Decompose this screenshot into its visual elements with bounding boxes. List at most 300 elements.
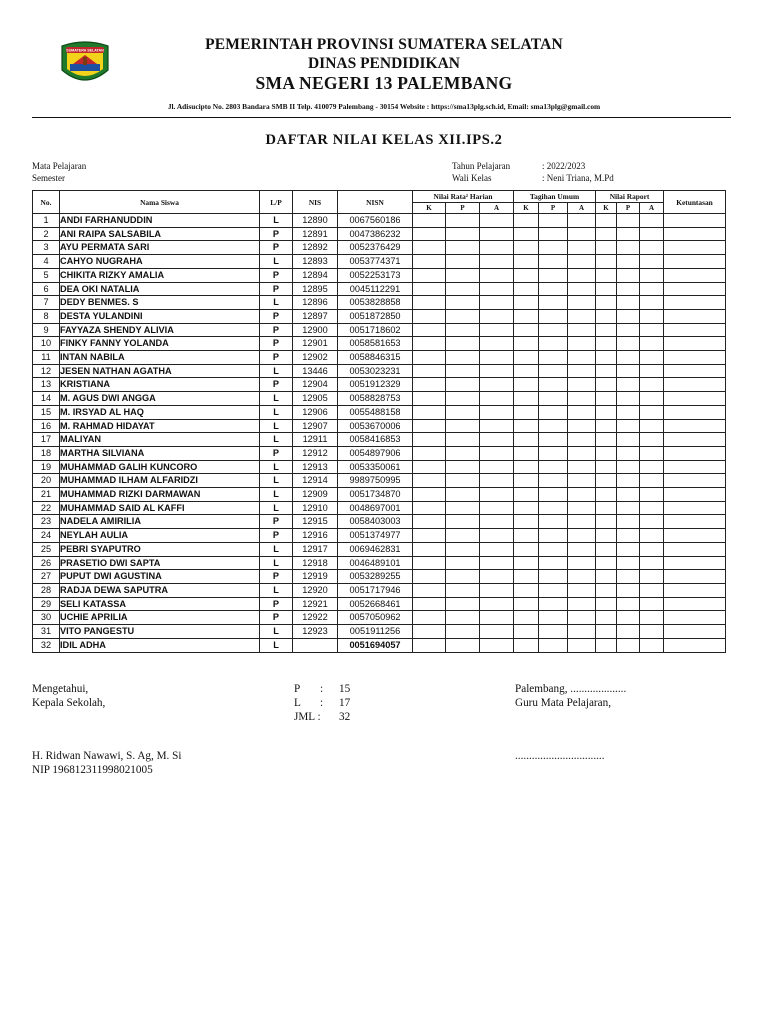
grade-cell (539, 570, 568, 584)
sub-k: K (413, 203, 446, 214)
grades-table (32, 190, 726, 653)
kepsek-nip: NIP 196812311998021005 (32, 764, 153, 776)
grade-cell (446, 323, 480, 337)
grade-cell (568, 556, 596, 570)
grade-cell (480, 351, 514, 365)
grade-cell (514, 309, 539, 323)
grade-cell (640, 638, 664, 652)
grade-cell (480, 309, 514, 323)
grade-cell (413, 227, 446, 241)
grade-cell (640, 611, 664, 625)
grade-cell (514, 611, 539, 625)
student-nisn: 0051912329 (338, 378, 413, 392)
grade-cell (596, 309, 617, 323)
grade-cell (446, 625, 480, 639)
student-nisn: 0058846315 (338, 351, 413, 365)
grade-cell (640, 214, 664, 228)
student-nisn: 0057050962 (338, 611, 413, 625)
student-nis: 12912 (293, 446, 338, 460)
grade-cell (413, 282, 446, 296)
row-number: 10 (33, 337, 60, 351)
grade-cell (539, 515, 568, 529)
student-name: FAYYAZA SHENDY ALIVIA (60, 323, 260, 337)
student-nis: 12922 (293, 611, 338, 625)
ketuntasan-cell (664, 214, 726, 228)
col-lp: L/P (260, 191, 293, 214)
grade-cell (514, 227, 539, 241)
grade-cell (514, 488, 539, 502)
grade-cell (617, 309, 640, 323)
col-no: No. (33, 191, 60, 214)
grade-cell (596, 268, 617, 282)
grade-cell (514, 460, 539, 474)
grade-cell (514, 583, 539, 597)
grade-cell (640, 433, 664, 447)
student-gender: L (260, 364, 293, 378)
grade-cell (413, 625, 446, 639)
student-nis: 13446 (293, 364, 338, 378)
semester-label: Semester (32, 173, 65, 183)
grade-cell (640, 309, 664, 323)
row-number: 12 (33, 364, 60, 378)
grade-cell (413, 419, 446, 433)
grade-cell (539, 501, 568, 515)
grade-cell (617, 268, 640, 282)
student-gender: P (260, 611, 293, 625)
grade-cell (446, 638, 480, 652)
grade-cell (514, 570, 539, 584)
grade-cell (539, 638, 568, 652)
grade-cell (413, 529, 446, 543)
logo-text: SUMATERA SELATAN (66, 48, 104, 53)
grade-cell (568, 241, 596, 255)
grade-cell (446, 529, 480, 543)
student-gender: P (260, 241, 293, 255)
grade-cell (539, 583, 568, 597)
col-raport: Nilai Raport (596, 191, 664, 203)
l-count: 17 (339, 697, 351, 709)
grade-cell (617, 433, 640, 447)
row-number: 17 (33, 433, 60, 447)
student-gender: P (260, 309, 293, 323)
grade-cell (568, 392, 596, 406)
row-number: 7 (33, 296, 60, 310)
student-name: PRASETIO DWI SAPTA (60, 556, 260, 570)
student-nis: 12921 (293, 597, 338, 611)
grade-cell (446, 351, 480, 365)
student-nisn: 0051734870 (338, 488, 413, 502)
grade-cell (640, 337, 664, 351)
grade-cell (480, 378, 514, 392)
col-harian: Nilai Rata² Harian (413, 191, 514, 203)
table-row (33, 460, 726, 474)
student-name: MUHAMMAD RIZKI DARMAWAN (60, 488, 260, 502)
sub-p: P (539, 203, 568, 214)
student-name: UCHIE APRILIA (60, 611, 260, 625)
grade-cell (640, 474, 664, 488)
row-number: 23 (33, 515, 60, 529)
sub-k: K (596, 203, 617, 214)
student-nisn: 0051717946 (338, 583, 413, 597)
row-number: 16 (33, 419, 60, 433)
grade-cell (568, 337, 596, 351)
row-number: 14 (33, 392, 60, 406)
grade-cell (539, 268, 568, 282)
student-nis: 12890 (293, 214, 338, 228)
grade-cell (539, 351, 568, 365)
student-nis: 12919 (293, 570, 338, 584)
student-nisn: 0058581653 (338, 337, 413, 351)
ketuntasan-cell (664, 268, 726, 282)
grade-cell (596, 255, 617, 269)
table-row (33, 364, 726, 378)
student-gender: P (260, 597, 293, 611)
grade-cell (596, 337, 617, 351)
student-nisn: 0053023231 (338, 364, 413, 378)
kepala-label: Kepala Sekolah, (32, 697, 106, 709)
student-nisn: 0045112291 (338, 282, 413, 296)
grade-cell (617, 282, 640, 296)
grade-cell (596, 542, 617, 556)
student-nis: 12906 (293, 405, 338, 419)
grade-cell (413, 351, 446, 365)
grade-cell (568, 255, 596, 269)
student-name: PEBRI SYAPUTRO (60, 542, 260, 556)
wali-label: Wali Kelas (452, 173, 492, 183)
grade-cell (539, 460, 568, 474)
ketuntasan-cell (664, 405, 726, 419)
p-sep: : (320, 683, 324, 695)
grade-cell (539, 419, 568, 433)
grade-cell (514, 392, 539, 406)
grade-cell (446, 611, 480, 625)
mengetahui-label: Mengetahui, (32, 683, 89, 695)
grade-cell (539, 296, 568, 310)
grade-cell (596, 296, 617, 310)
grade-cell (596, 433, 617, 447)
grade-cell (413, 323, 446, 337)
student-nis: 12920 (293, 583, 338, 597)
p-count: 15 (339, 683, 351, 695)
row-number: 29 (33, 597, 60, 611)
row-number: 20 (33, 474, 60, 488)
grade-cell (514, 597, 539, 611)
grade-cell (539, 446, 568, 460)
grade-cell (568, 405, 596, 419)
grade-cell (480, 529, 514, 543)
table-row (33, 488, 726, 502)
grade-cell (568, 351, 596, 365)
grade-cell (640, 419, 664, 433)
grade-cell (446, 597, 480, 611)
grade-cell (596, 556, 617, 570)
grade-cell (640, 351, 664, 365)
grade-cell (568, 433, 596, 447)
grade-cell (480, 460, 514, 474)
student-nisn: 0046489101 (338, 556, 413, 570)
student-name: JESEN NATHAN AGATHA (60, 364, 260, 378)
l-sep: : (320, 697, 324, 709)
grade-cell (514, 405, 539, 419)
grade-cell (514, 433, 539, 447)
grade-cell (596, 323, 617, 337)
student-gender: L (260, 638, 293, 652)
grade-cell (568, 227, 596, 241)
grade-cell (539, 433, 568, 447)
grade-cell (413, 446, 446, 460)
grade-cell (514, 474, 539, 488)
student-nis: 12923 (293, 625, 338, 639)
grade-cell (446, 583, 480, 597)
grade-cell (596, 597, 617, 611)
ketuntasan-cell (664, 625, 726, 639)
grade-cell (539, 597, 568, 611)
grade-cell (539, 542, 568, 556)
row-number: 5 (33, 268, 60, 282)
grade-cell (514, 625, 539, 639)
student-gender: L (260, 405, 293, 419)
row-number: 22 (33, 501, 60, 515)
grade-cell (596, 625, 617, 639)
ketuntasan-cell (664, 446, 726, 460)
ketuntasan-cell (664, 351, 726, 365)
student-name: NADELA AMIRILIA (60, 515, 260, 529)
table-row (33, 296, 726, 310)
grade-cell (480, 214, 514, 228)
grade-cell (640, 583, 664, 597)
student-nisn: 0053350061 (338, 460, 413, 474)
student-nisn: 0054897906 (338, 446, 413, 460)
wali-value: : Neni Triana, M.Pd (542, 173, 614, 183)
grade-cell (514, 501, 539, 515)
ketuntasan-cell (664, 392, 726, 406)
student-nisn: 0052668461 (338, 597, 413, 611)
grade-cell (596, 460, 617, 474)
student-gender: L (260, 255, 293, 269)
grade-cell (446, 392, 480, 406)
student-name: VITO PANGESTU (60, 625, 260, 639)
grade-cell (568, 296, 596, 310)
table-row (33, 556, 726, 570)
grade-cell (596, 378, 617, 392)
grade-cell (446, 364, 480, 378)
guru-signature-line: ................................ (515, 750, 605, 762)
grade-cell (568, 583, 596, 597)
grade-cell (568, 364, 596, 378)
student-nis: 12905 (293, 392, 338, 406)
ketuntasan-cell (664, 515, 726, 529)
ketuntasan-cell (664, 282, 726, 296)
sub-a: A (568, 203, 596, 214)
grade-cell (568, 460, 596, 474)
grade-cell (514, 255, 539, 269)
grade-cell (480, 337, 514, 351)
student-nis: 12904 (293, 378, 338, 392)
grade-cell (480, 542, 514, 556)
grade-cell (568, 378, 596, 392)
grade-cell (640, 268, 664, 282)
grade-cell (539, 488, 568, 502)
grade-cell (514, 282, 539, 296)
grade-cell (596, 214, 617, 228)
table-row (33, 433, 726, 447)
grade-cell (539, 214, 568, 228)
row-number: 8 (33, 309, 60, 323)
student-name: FINKY FANNY YOLANDA (60, 337, 260, 351)
row-number: 9 (33, 323, 60, 337)
ketuntasan-cell (664, 255, 726, 269)
row-number: 6 (33, 282, 60, 296)
grade-cell (640, 597, 664, 611)
grade-cell (446, 556, 480, 570)
student-gender: L (260, 214, 293, 228)
grade-cell (413, 597, 446, 611)
grade-cell (480, 282, 514, 296)
tahun-value: : 2022/2023 (542, 161, 586, 171)
grade-cell (640, 501, 664, 515)
table-row (33, 405, 726, 419)
table-row (33, 597, 726, 611)
row-number: 19 (33, 460, 60, 474)
grade-cell (480, 501, 514, 515)
table-row (33, 241, 726, 255)
student-nis: 12894 (293, 268, 338, 282)
grade-cell (539, 337, 568, 351)
grade-cell (539, 529, 568, 543)
grade-cell (446, 255, 480, 269)
student-gender: L (260, 474, 293, 488)
grade-cell (413, 364, 446, 378)
student-nis: 12896 (293, 296, 338, 310)
student-gender: L (260, 488, 293, 502)
grade-cell (413, 241, 446, 255)
p-label: P (294, 683, 301, 695)
grade-cell (480, 296, 514, 310)
grade-cell (596, 419, 617, 433)
grade-cell (480, 474, 514, 488)
row-number: 1 (33, 214, 60, 228)
col-nis: NIS (293, 191, 338, 214)
student-nis: 12895 (293, 282, 338, 296)
grade-cell (617, 488, 640, 502)
grade-cell (568, 625, 596, 639)
grade-cell (446, 542, 480, 556)
col-ketuntasan: Ketuntasan (664, 191, 726, 214)
grade-cell (640, 255, 664, 269)
grade-cell (413, 583, 446, 597)
grade-cell (568, 501, 596, 515)
grade-cell (446, 419, 480, 433)
grade-cell (446, 268, 480, 282)
student-nis: 12907 (293, 419, 338, 433)
grade-cell (446, 488, 480, 502)
grade-cell (617, 405, 640, 419)
row-number: 2 (33, 227, 60, 241)
grade-cell (596, 583, 617, 597)
grade-cell (617, 474, 640, 488)
row-number: 11 (33, 351, 60, 365)
sub-a: A (480, 203, 514, 214)
student-nisn: 0055488158 (338, 405, 413, 419)
grade-cell (568, 570, 596, 584)
grade-cell (446, 446, 480, 460)
student-gender: P (260, 570, 293, 584)
grade-cell (596, 446, 617, 460)
ketuntasan-cell (664, 638, 726, 652)
table-row (33, 309, 726, 323)
student-nis: 12909 (293, 488, 338, 502)
grade-cell (413, 309, 446, 323)
student-gender: L (260, 460, 293, 474)
student-nisn: 0051911256 (338, 625, 413, 639)
student-name: PUPUT DWI AGUSTINA (60, 570, 260, 584)
grade-cell (568, 282, 596, 296)
table-row (33, 323, 726, 337)
grade-cell (539, 625, 568, 639)
ketuntasan-cell (664, 227, 726, 241)
table-row (33, 419, 726, 433)
row-number: 28 (33, 583, 60, 597)
grade-cell (539, 378, 568, 392)
mapel-label: Mata Pelajaran (32, 161, 87, 171)
student-name: M. RAHMAD HIDAYAT (60, 419, 260, 433)
grade-cell (539, 255, 568, 269)
student-nisn: 0051694057 (338, 638, 413, 652)
student-name: M. IRSYAD AL HAQ (60, 405, 260, 419)
student-nis: 12915 (293, 515, 338, 529)
student-gender: L (260, 419, 293, 433)
grade-cell (617, 446, 640, 460)
grade-cell (640, 392, 664, 406)
grade-cell (413, 556, 446, 570)
grade-cell (480, 570, 514, 584)
grade-cell (539, 392, 568, 406)
grade-cell (539, 323, 568, 337)
row-number: 24 (33, 529, 60, 543)
table-row (33, 529, 726, 543)
table-row (33, 446, 726, 460)
grade-cell (596, 241, 617, 255)
grade-cell (617, 611, 640, 625)
grade-cell (640, 556, 664, 570)
student-gender: P (260, 268, 293, 282)
grade-cell (596, 501, 617, 515)
grade-cell (596, 611, 617, 625)
grade-cell (617, 638, 640, 652)
city-date: Palembang, .................... (515, 683, 627, 695)
table-row (33, 392, 726, 406)
ketuntasan-cell (664, 583, 726, 597)
grade-cell (514, 296, 539, 310)
school-address: Jl. Adisucipto No. 2803 Bandara SMB II Telp. 410079 Palembang - 30154 Website : https://sma13plg.sch.id, Email: sma13plg@gmail.com (167, 102, 601, 111)
grade-cell (617, 378, 640, 392)
grade-cell (596, 474, 617, 488)
grade-cell (568, 446, 596, 460)
table-row (33, 351, 726, 365)
grade-cell (446, 337, 480, 351)
student-name: SELI KATASSA (60, 597, 260, 611)
student-nis: 12897 (293, 309, 338, 323)
ketuntasan-cell (664, 611, 726, 625)
table-row (33, 638, 726, 652)
grade-cell (640, 625, 664, 639)
grade-cell (446, 227, 480, 241)
grade-cell (640, 542, 664, 556)
row-number: 26 (33, 556, 60, 570)
grade-cell (617, 625, 640, 639)
grade-cell (640, 241, 664, 255)
grade-cell (446, 296, 480, 310)
